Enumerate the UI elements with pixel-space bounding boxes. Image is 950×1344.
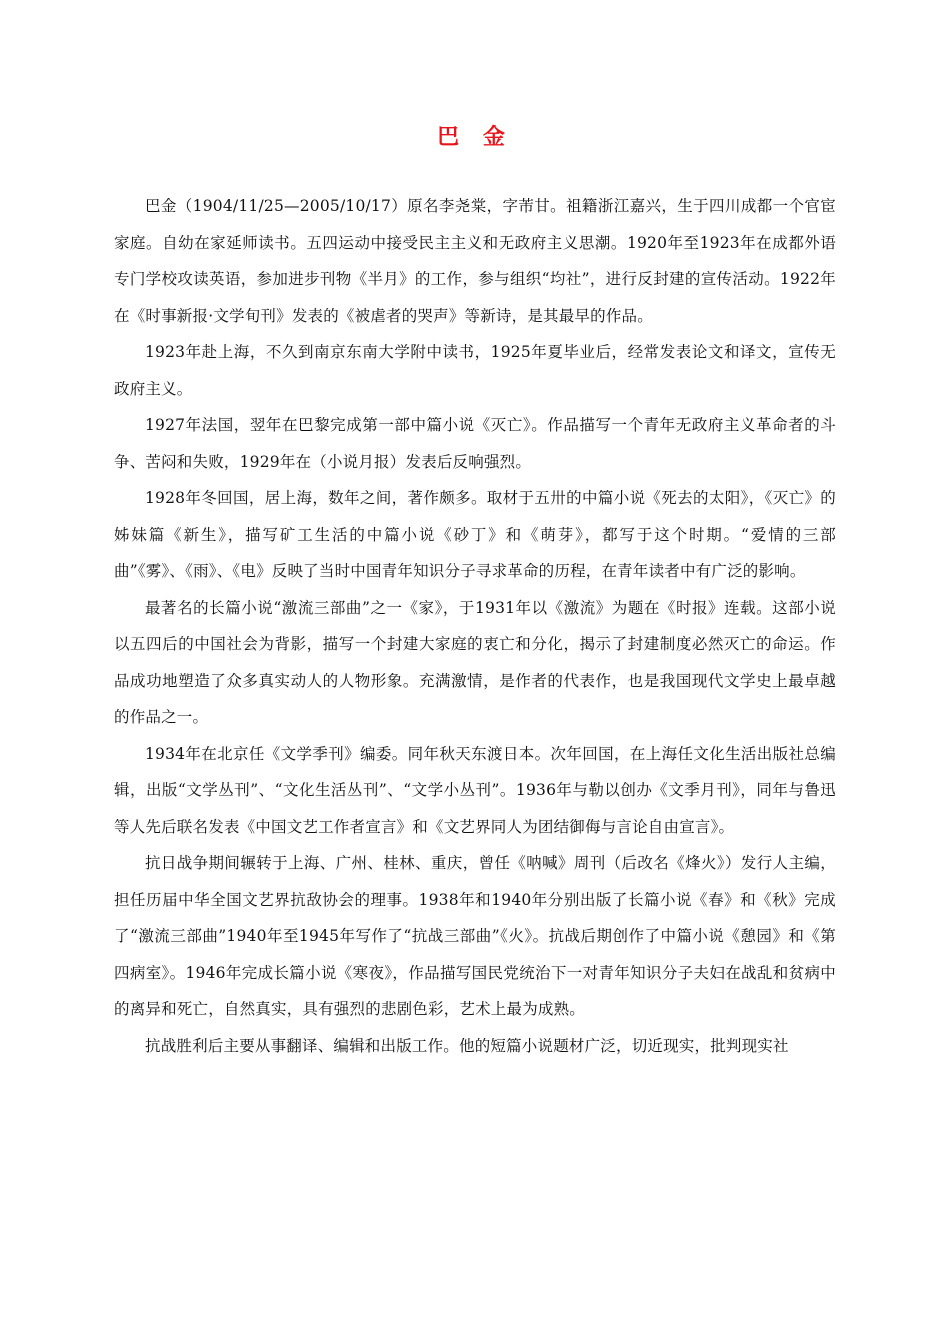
paragraph: 1934年在北京任《文学季刊》编委。同年秋天东渡日本。次年回国，在上海任文化生活出版社总编辑，出版“文学丛刊”、“文化生活丛刊”、“文学小丛刊”。1936年与勒以创办《文季月刊》，同年与鲁迅等人先后联名发表《中国文艺工作者宣言》和《文艺界同人为团结御侮与言论自由宣言》。 bbox=[114, 744, 836, 836]
paragraph: 最著名的长篇小说“激流三部曲”之一《家》，于1931年以《激流》为题在《时报》连载。这部小说以五四后的中国社会为背影，描写一个封建大家庭的衷亡和分化，揭示了封建制度必然灭亡的命运。作品成功地塑造了众多真实动人的人物形象。充满激情，是作者的代表作，也是我国现代文学史上最卓越的作品之一。 bbox=[114, 598, 836, 726]
paragraph: 1927年法国，翌年在巴黎完成第一部中篇小说《灭亡》。作品描写一个青年无政府主义革命者的斗争、苦闷和失败，1929年在（小说月报）发表后反响强烈。 bbox=[114, 416, 836, 471]
paragraph: 抗战胜利后主要从事翻译、编辑和出版工作。他的短篇小说题材广泛，切近现实，批判现实社 bbox=[145, 1036, 789, 1055]
document-body bbox=[114, 188, 836, 1064]
paragraph: 1923年赴上海，不久到南京东南大学附中读书，1925年夏毕业后，经常发表论文和译文，宣传无政府主义。 bbox=[114, 343, 836, 398]
paragraph: 1928年冬回国，居上海，数年之间，著作颇多。取材于五卅的中篇小说《死去的太阳》，《灭亡》的姊妹篇《新生》，描写矿工生活的中篇小说《砂丁》和《萌芽》，都写于这个时期。“爱情的三部曲”《雾》、《雨》、《电》反映了当时中国青年知识分子寻求革命的历程，在青年读者中有广泛的影响。 bbox=[114, 489, 836, 580]
paragraph: 巴金（1904/11/25—2005/10/17）原名李尧棠，字芾甘。祖籍浙江嘉兴，生于四川成都一个官宦家庭。自幼在家延师读书。五四运动中接受民主主义和无政府主义思潮。1920年至1923年在成都外语专门学校攻读英语，参加进步刊物《半月》的工作，参与组织“均社”，进行反封建的宣传活动。1922年在《时事新报·文学旬刊》发表的《被虐者的哭声》等新诗，是其最早的作品。 bbox=[114, 197, 836, 325]
paragraph: 抗日战争期间辗转于上海、广州、桂林、重庆，曾任《呐喊》周刊（后改名《烽火》）发行人主编，担任历届中华全国文艺界抗敌协会的理事。1938年和1940年分别出版了长篇小说《春》和《秋》完成了“激流三部曲”1940年至1945年写作了“抗战三部曲”《火》。抗战后期创作了中篇小说《憩园》和《第四病室》。1946年完成长篇小说《寒夜》，作品描写国民党统治下一对青年知识分子夫妇在战乱和贫病中的离异和死亡，自然真实，具有强烈的悲剧色彩，艺术上最为成熟。 bbox=[114, 854, 836, 1018]
page-title: 巴 金 bbox=[437, 124, 513, 150]
